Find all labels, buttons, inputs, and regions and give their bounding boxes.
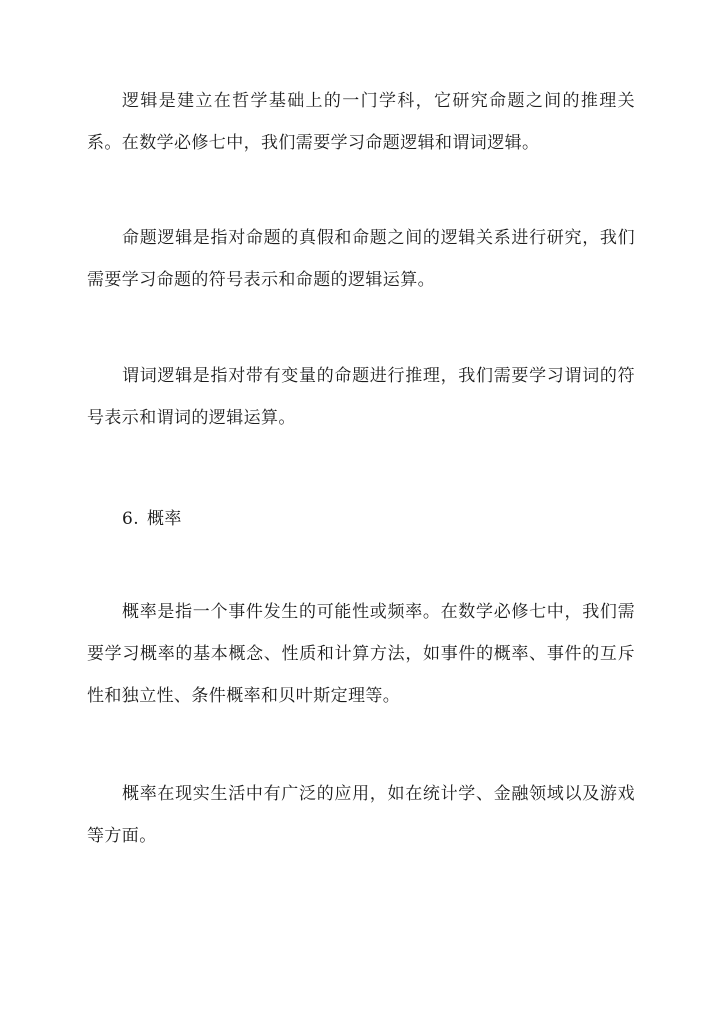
section-number: 6. bbox=[122, 509, 140, 529]
paragraph-logic-intro: 逻辑是建立在哲学基础上的一门学科，它研究命题之间的推理关系。在数学必修七中，我们需要学习命题逻辑和谓词逻辑。 bbox=[87, 91, 635, 153]
section-heading bbox=[122, 498, 182, 540]
paragraph-probability-applications: 概率在现实生活中有广泛的应用，如在统计学、金融领域以及游戏等方面。 bbox=[87, 784, 635, 846]
paragraph-probability-definition: 概率是指一个事件发生的可能性或频率。在数学必修七中，我们需要学习概率的基本概念、性质和计算方法，如事件的概率、事件的互斥性和独立性、条件概率和贝叶斯定理等。 bbox=[87, 602, 635, 706]
paragraph-predicate-logic: 谓词逻辑是指对带有变量的命题进行推理，我们需要学习谓词的符号表示和谓词的逻辑运算。 bbox=[87, 366, 635, 428]
paragraph-propositional-logic: 命题逻辑是指对命题的真假和命题之间的逻辑关系进行研究，我们需要学习命题的符号表示和命题的逻辑运算。 bbox=[87, 228, 635, 290]
section-title: 概率 bbox=[147, 509, 182, 529]
